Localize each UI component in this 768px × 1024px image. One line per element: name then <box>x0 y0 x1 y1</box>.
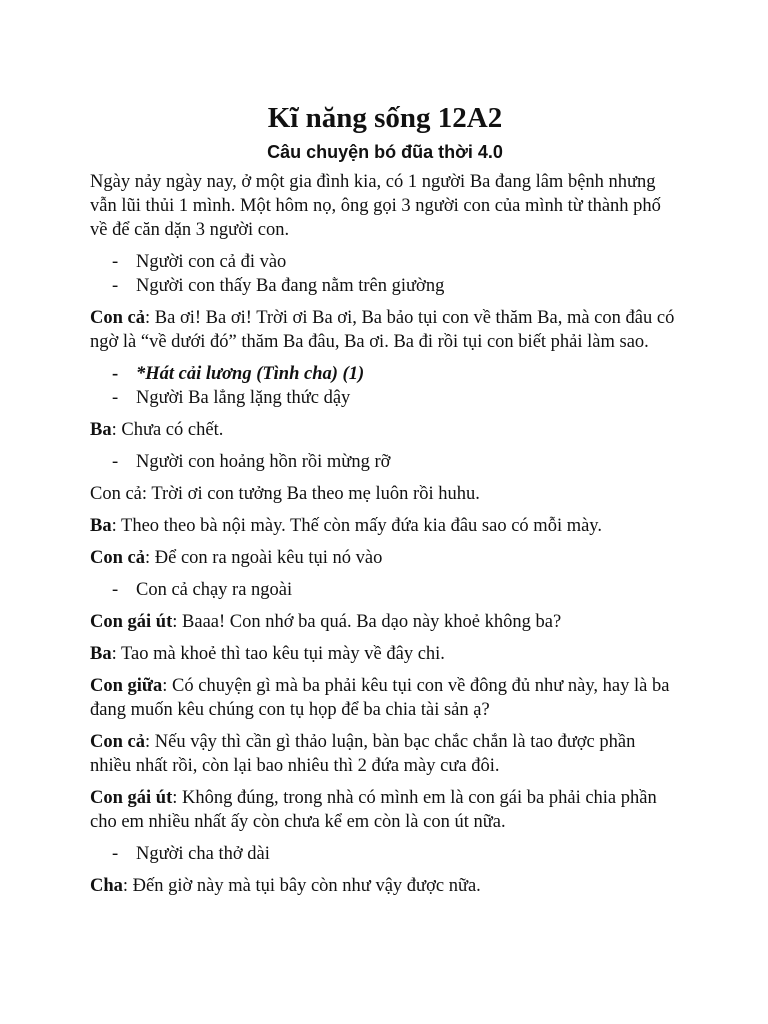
dialogue-line <box>90 642 680 666</box>
stage-direction-list <box>90 842 680 866</box>
intro-paragraph: Ngày nảy ngày nay, ở một gia đình kia, có 1 người Ba đang lâm bệnh nhưng vẫn lũi thủi 1 mình. Một hôm nọ, ông gọi 3 người con của mình từ thành phố về để căn dặn 3 người con. <box>90 172 661 240</box>
speaker-name: Con gái út <box>90 612 173 632</box>
list-item: - Con cả chạy ra ngoài <box>112 578 680 602</box>
list-item: - *Hát cải lương (Tình cha) (1) <box>112 362 680 386</box>
dialogue-text: : Tao mà khoẻ thì tao kêu tụi mày về đây chi. <box>111 644 445 664</box>
document-title: Kĩ năng sống 12A2 <box>267 102 503 134</box>
dialogue-text: : Không đúng, trong nhà có mình em là con gái ba phải chia phần cho em nhiều nhất ấy còn chưa kể em còn là con út nữa. <box>90 788 657 832</box>
stage-direction-list <box>90 450 680 474</box>
speaker-name: Con cả <box>90 308 145 328</box>
list-item: - Người con thấy Ba đang nằm trên giường <box>112 274 680 298</box>
dialogue-text: : Theo theo bà nội mày. Thế còn mấy đứa kia đâu sao có mỗi mày. <box>111 516 602 536</box>
dialogue-line <box>90 610 680 634</box>
speaker-name: Con cả <box>90 732 145 752</box>
dialogue-line <box>90 730 680 778</box>
list-item: - Người con cả đi vào <box>112 250 680 274</box>
dialogue-line <box>90 306 680 354</box>
stage-direction-list <box>90 362 680 410</box>
dialogue-text: : Baaa! Con nhớ ba quá. Ba dạo này khoẻ không ba? <box>172 612 562 632</box>
list-item: - Người cha thở dài <box>112 842 680 866</box>
dialogue-line <box>90 674 680 722</box>
speaker-name: Con giữa <box>90 676 163 696</box>
stage-direction-list <box>90 578 680 602</box>
dialogue-line <box>90 786 680 834</box>
dialogue-text: : Nếu vậy thì cần gì thảo luận, bàn bạc chắc chắn là tao được phần nhiều nhất rồi, còn lại bao nhiêu thì 2 đứa mày cưa đôi. <box>90 732 636 776</box>
dialogue-text: : Để con ra ngoài kêu tụi nó vào <box>145 548 383 568</box>
speaker-name: Ba <box>90 644 112 664</box>
dialogue-text: : Ba ơi! Ba ơi! Trời ơi Ba ơi, Ba bảo tụi con về thăm Ba, mà con đâu có ngờ là “về dưới đó” thăm Ba đâu, Ba ơi. Ba đi rồi tụi con biết phải làm sao. <box>90 308 675 352</box>
dialogue-line <box>90 514 680 538</box>
dialogue-text: : Đến giờ này mà tụi bây còn như vậy được nữa. <box>122 876 481 896</box>
dialogue-line: Con cả: Trời ơi con tưởng Ba theo mẹ luôn rồi huhu. <box>90 484 480 504</box>
speaker-name: Cha <box>90 876 123 896</box>
list-item: - Người con hoảng hồn rồi mừng rỡ <box>112 450 680 474</box>
dialogue-text: : Có chuyện gì mà ba phải kêu tụi con về đông đủ như này, hay là ba đang muốn kêu chúng con tụ họp để ba chia tài sản ạ? <box>90 676 670 720</box>
dialogue-line <box>90 874 680 898</box>
dialogue-text: : Chưa có chết. <box>111 420 224 440</box>
stage-direction-list <box>90 250 680 298</box>
speaker-name: Con gái út <box>90 788 173 808</box>
dialogue-line <box>90 418 680 442</box>
speaker-name: Ba <box>90 420 112 440</box>
list-item: - Người Ba lẳng lặng thức dậy <box>112 386 680 410</box>
document-subtitle: Câu chuyện bó đũa thời 4.0 <box>267 142 503 162</box>
speaker-name: Ba <box>90 516 112 536</box>
dialogue-line <box>90 546 680 570</box>
speaker-name: Con cả <box>90 548 145 568</box>
